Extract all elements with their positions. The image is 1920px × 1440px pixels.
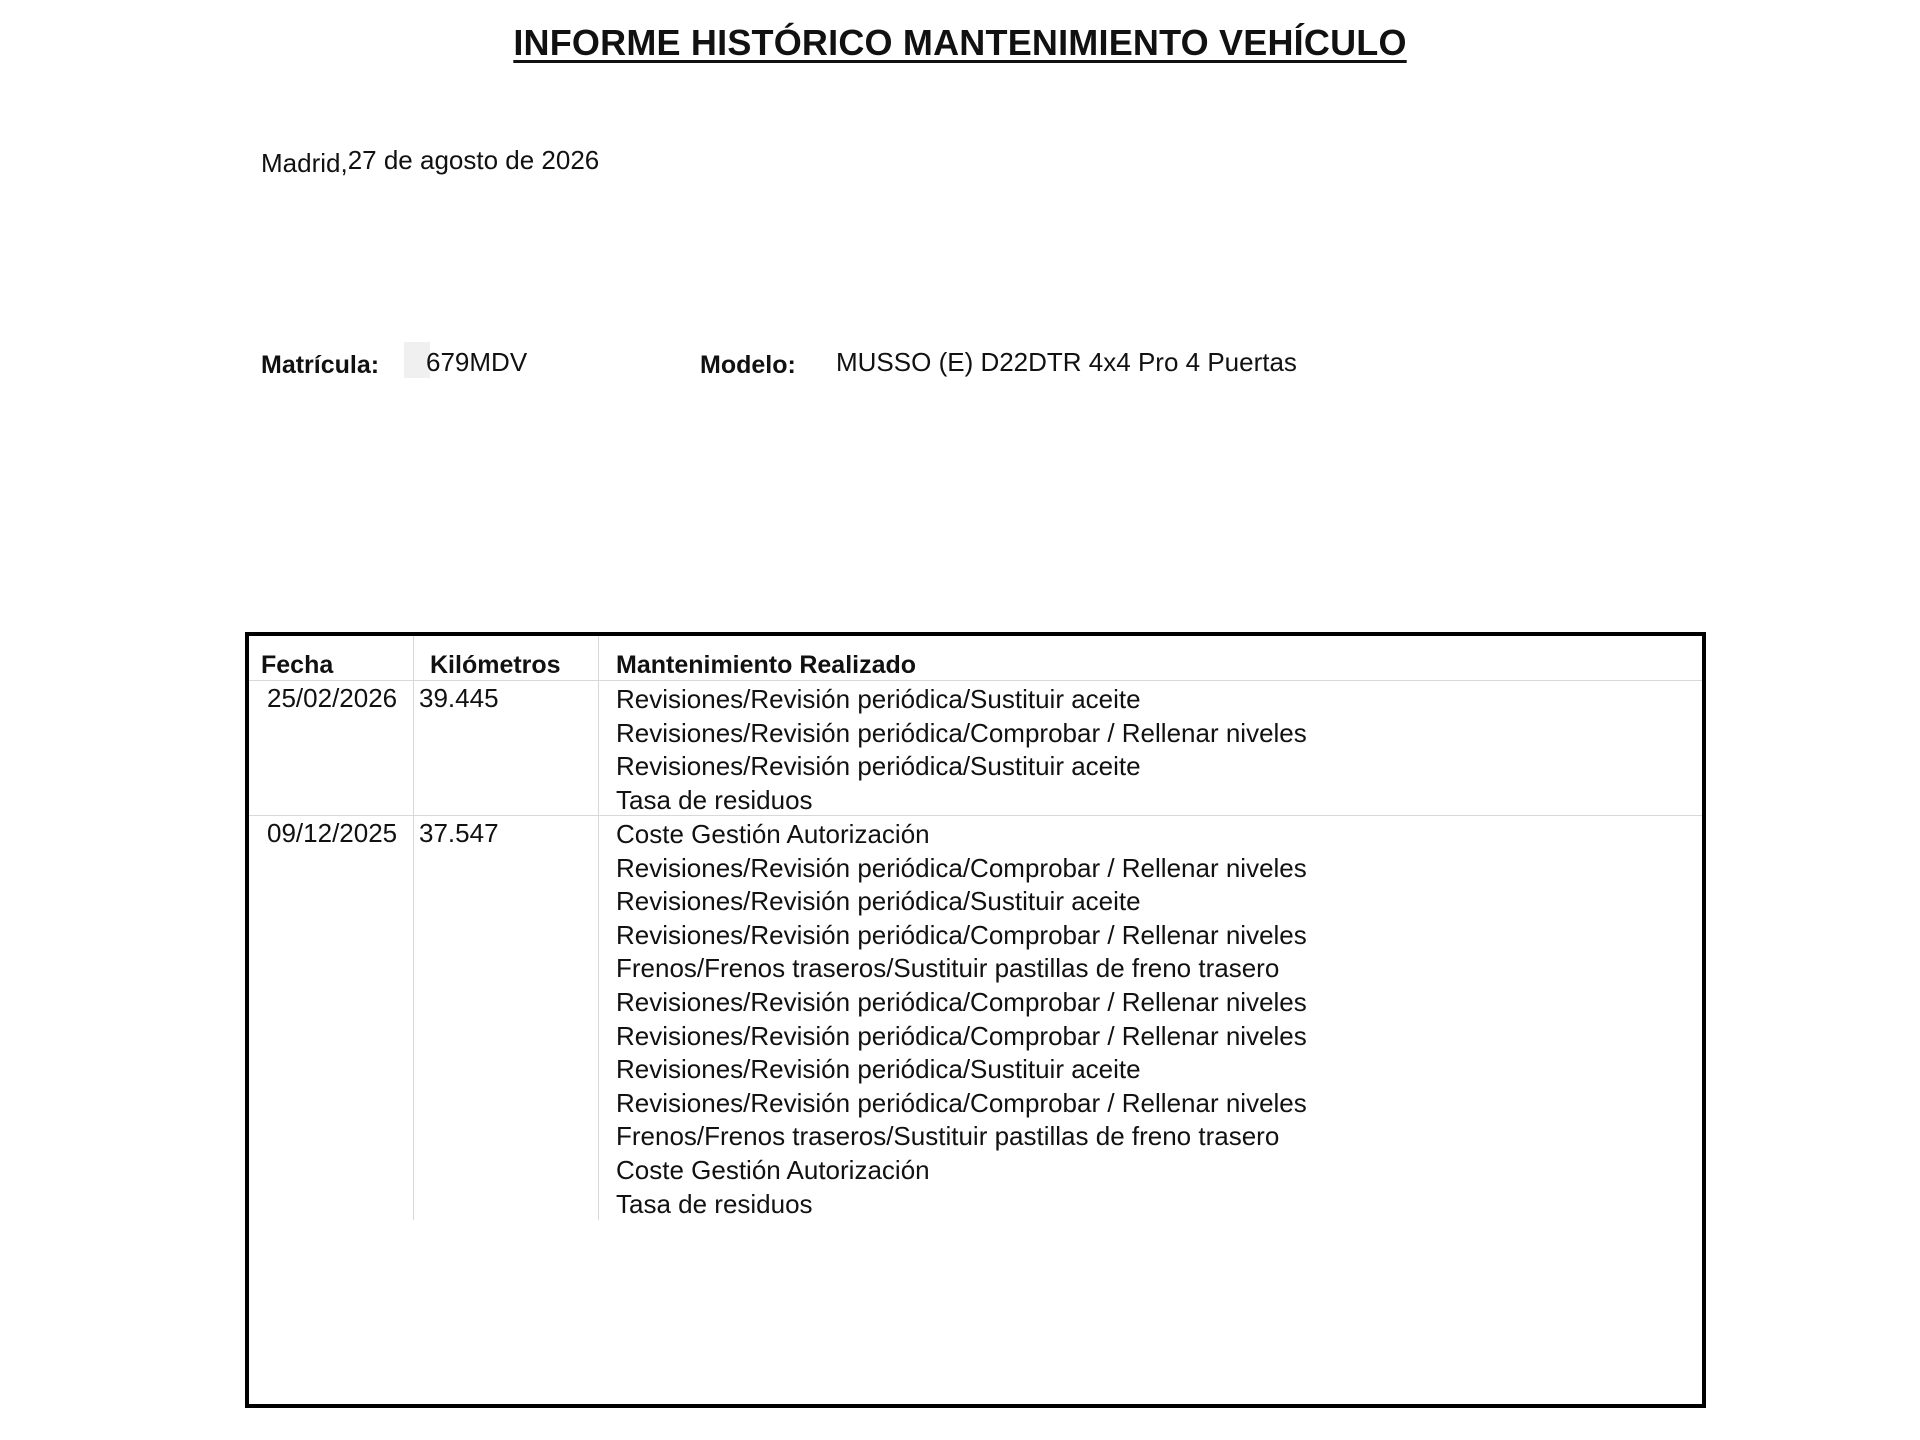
report-title: INFORME HISTÓRICO MANTENIMIENTO VEHÍCULO bbox=[513, 22, 1407, 63]
maintenance-item: Revisiones/Revisión periódica/Comprobar / Rellenar niveles bbox=[616, 919, 1307, 950]
column-divider bbox=[413, 636, 414, 1220]
record-date: 25/02/2026 bbox=[267, 683, 398, 713]
plate-label: Matrícula: bbox=[261, 351, 380, 379]
maintenance-item: Frenos/Frenos traseros/Sustituir pastillas de freno trasero bbox=[616, 953, 1280, 984]
maintenance-item: Revisiones/Revisión periódica/Comprobar / Rellenar niveles bbox=[616, 1020, 1307, 1051]
record-date: 09/12/2025 bbox=[267, 818, 398, 848]
header-km: Kilómetros bbox=[430, 651, 561, 679]
report-date: 27 de agosto de 2026 bbox=[347, 145, 600, 175]
column-divider bbox=[598, 636, 599, 1220]
plate-value: 679MDV bbox=[426, 347, 528, 377]
maintenance-item: Revisiones/Revisión periódica/Sustituir aceite bbox=[616, 1054, 1141, 1085]
model-label: Modelo: bbox=[700, 351, 796, 379]
record-km: 37.547 bbox=[419, 818, 499, 848]
maintenance-item: Coste Gestión Autorización bbox=[616, 1154, 930, 1185]
maintenance-item: Revisiones/Revisión periódica/Comprobar / Rellenar niveles bbox=[616, 852, 1307, 883]
maintenance-item: Coste Gestión Autorización bbox=[616, 819, 930, 849]
maintenance-item: Revisiones/Revisión periódica/Comprobar / Rellenar niveles bbox=[616, 986, 1307, 1017]
record-km: 39.445 bbox=[419, 683, 499, 713]
maintenance-item: Tasa de residuos bbox=[616, 784, 813, 815]
record-items bbox=[616, 818, 1307, 1221]
maintenance-item: Revisiones/Revisión periódica/Comprobar / Rellenar niveles bbox=[616, 1087, 1307, 1118]
model-value: MUSSO (E) D22DTR 4x4 Pro 4 Puertas bbox=[836, 347, 1297, 377]
place-date bbox=[261, 145, 599, 176]
header-date: Fecha bbox=[261, 651, 334, 679]
maintenance-item: Tasa de residuos bbox=[616, 1188, 813, 1219]
report-place: Madrid, bbox=[261, 148, 348, 178]
header-maintenance: Mantenimiento Realizado bbox=[616, 651, 917, 679]
record-items bbox=[616, 683, 1307, 817]
maintenance-item: Revisiones/Revisión periódica/Sustituir aceite bbox=[616, 751, 1141, 782]
maintenance-item: Revisiones/Revisión periódica/Sustituir aceite bbox=[616, 886, 1141, 917]
maintenance-item: Revisiones/Revisión periódica/Sustituir aceite bbox=[616, 684, 1141, 714]
maintenance-item: Frenos/Frenos traseros/Sustituir pastillas de freno trasero bbox=[616, 1121, 1280, 1152]
maintenance-item: Revisiones/Revisión periódica/Comprobar / Rellenar niveles bbox=[616, 717, 1307, 748]
header-divider bbox=[249, 680, 1702, 681]
